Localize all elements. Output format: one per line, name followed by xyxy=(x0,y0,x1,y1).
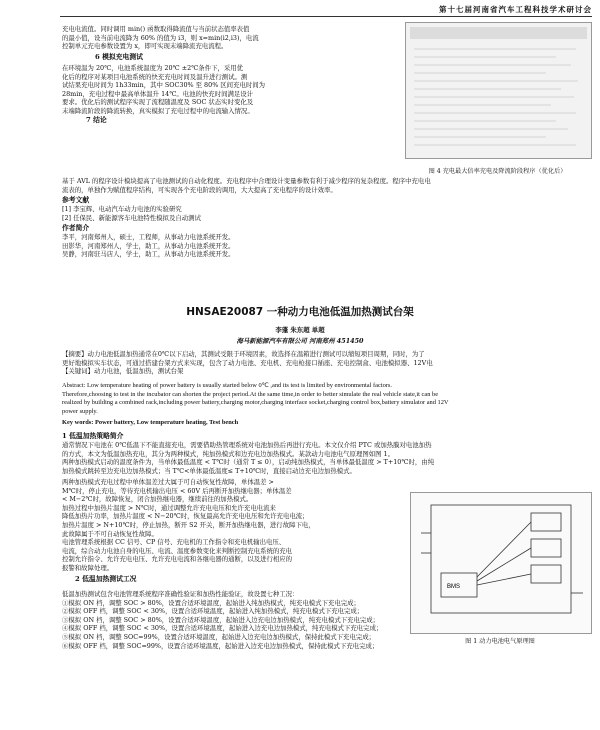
text-line: 流表的，单独作为赋值程序结构，可实现各个充电阶段的调用，大大提高了充电程序的设计效率。 xyxy=(62,185,337,194)
text-line: 报警和故障处理。 xyxy=(62,563,114,572)
text-line: 通常情况下电池在 0℃低温下不能直接充电，需要借助热管理系统对电池加热后再进行充电。本文仅介绍 PTC 或加热膜对电池加热 xyxy=(62,441,432,449)
text-line: 控制允许指令、允许充电电压、允许充电电流和各继电器的通断，以及进行相应的 xyxy=(62,555,293,564)
text-line: 在环境温为 20℃，电池系统温度为 20℃ ±2℃条件下，采用优 xyxy=(62,64,244,72)
header-rule xyxy=(60,16,592,17)
text-line: 加热片温度 > N+10℃时，停止加热，断开 S2 开关，断开加热继电器，进行故障下电， xyxy=(62,520,315,529)
text-line: 加热模式跳转至边充电边加热模式；当 T℃<单体最低温度≤ T+10℃时，直接启动边充电边加热模式。 xyxy=(62,466,356,475)
references-title: 参考文献 xyxy=(62,196,90,204)
text-line: 试结果充电时间为 1h33min，其中 SOC30% 至 80% 区间充电时间为 xyxy=(62,81,266,90)
text-line: 充电电流值。同时调用 min() 函数取得降流值与当前状态值率表值 xyxy=(62,25,250,33)
section-7-body xyxy=(62,177,592,194)
text-line: M℃时，停止充电，等待充电机输出电压 < 60V 后再断开加热继电器；单体温差 xyxy=(62,486,292,495)
abstract-cn xyxy=(62,350,592,376)
reference-item: [1] 李宝辉、电动汽车动力电池的实验研究 xyxy=(62,205,182,213)
text-line: 低温加热测试包含电池管理系统程序准确性验证和加热性能验证，故设置七种工况： xyxy=(62,590,299,598)
text-line: Abstract: Low temperature heating of power battery is usually started below 0℃ ,and its test is limited by environmental factors. xyxy=(62,382,392,389)
text-line: 更好地模拟实车状态，可通过搭建台架方式来实现，包含了动力电池、充电机、充电枪接口插座、充电控制盒、电池模拟器、12V电 xyxy=(62,358,433,367)
author-item: 李平，河南郑州人，硕士，工程师，从事动力电池系统开发。 xyxy=(62,233,235,241)
list-item: ①模拟 ON 档，调整 SOC > 80%，设置合适环境温度，起始进入纯加热模式，纯充电模式下充电完成； xyxy=(62,598,360,607)
section-1-title: 1 低温加热策略简介 xyxy=(62,432,124,440)
bms-label: BMS xyxy=(447,584,461,590)
text-line: 28min，充电过程中最高单体温升 14℃。电池的快充时间满足设计 xyxy=(62,89,254,98)
text-line: 电池管理系统根据 CC 信号、CP 信号、充电机的工作指令和充电机输出电压、 xyxy=(62,538,286,547)
text-line: realized by building a combined rack,including power battery,charging motor,charging interface socket,charging control box,battery simulator and 12V xyxy=(62,399,449,407)
text-line: 要求。优化后的测试程序实现了流程随温度及 SOC 状态实时变化及 xyxy=(62,98,254,107)
section-2-body xyxy=(62,590,592,650)
text-line: 末端降流阶段的降流转换，真实模拟了充电过程中的电流输入情况。 xyxy=(62,106,254,115)
section-2-title: 2 低温加热测试工况 xyxy=(75,575,137,583)
figure-4-caption: 图 4 充电最大倍率充电及降流阶段程序（优化后） xyxy=(428,168,567,175)
figure-1-caption: 图 1 动力电池电气原理图 xyxy=(465,638,535,645)
list-item: ⑤模拟 ON 档，调整 SOC=99%，设置合适环境温度，起始进入边充电边加热模式，保持此模式下充电完成； xyxy=(62,632,376,641)
text-line: 控制单元充电参数设置为 x，即可实现末端降流充电流程。 xyxy=(62,42,228,51)
section-1-intro xyxy=(62,441,592,475)
text-line: 基于 AVL 的程序设计模块提高了电池测试的自动化程度。充电程序中合理设计变量参数有利于减少程序的复杂程度。程序中充电电 xyxy=(62,177,431,185)
article-title: HNSAE20087 一种动力电池低温加热测试台架 xyxy=(186,306,414,318)
journal-header: 第十七届河南省汽车工程科技学术研讨会 xyxy=(439,5,592,14)
text-line: 【摘要】动力电池低温加热通常在0℃以下启动，其测试受限于环境因素，故选择在温箱进行测试可以缩短项目周期，同时，为了 xyxy=(62,350,425,358)
text-line: 两种加热模式充电过程中单体温差过大属于可自动恢复性故障，单体温差 > xyxy=(62,478,274,486)
text-line: 此故障属于不可自动恢复性故障。 xyxy=(62,529,158,538)
text-line: 的方式，本文为低温加热充电，其分为两种模式，纯加热模式和边充电边加热模式。某款动力电池电气原理图如图 1。 xyxy=(62,449,395,458)
abstract-en xyxy=(62,382,592,416)
keywords-cn: 【关键词】动力电池，低温加热，测试台架 xyxy=(62,367,184,376)
text-line: 化后的程序对某项目电池系统的快充充电时间及温升进行测试。测 xyxy=(62,72,248,81)
authors-title: 作者简介 xyxy=(62,224,90,232)
section-6-body xyxy=(62,64,392,116)
list-item: ④模拟 OFF 档，调整 SOC < 30%，设置合适环境温度，起始进入边充电边加热模式，纯充电模式下充电完成； xyxy=(62,624,383,633)
text-line: 降低加热片功率，加热片温度 < N−20℃时，恢复最高允许充电电压和允许充电电流； xyxy=(62,512,309,521)
prev-para1 xyxy=(62,25,392,51)
authors-list xyxy=(62,233,462,259)
article-affiliation: 海马新能源汽车有限公司 河南郑州 451450 xyxy=(236,337,364,345)
reference-item: [2] 任保民、新能源客车电池特性模拟及自动测试 xyxy=(62,213,201,222)
author-item: 吴静，河南驻马店人，学士，助工，从事动力电池系统开发。 xyxy=(62,250,235,259)
section-6-title: 6 模拟充电测试 xyxy=(95,53,143,61)
section-1-body xyxy=(62,478,397,573)
section-7-title: 7 结论 xyxy=(86,116,107,124)
text-line: < M−2℃时，故障恢复，闭合加热继电器，继续前往的加热模式。 xyxy=(62,495,253,504)
figure-4-program-screenshot xyxy=(405,22,592,159)
text-line: power supply. xyxy=(62,407,98,415)
list-item: ②模拟 OFF 档，调整 SOC < 30%，设置合适环境温度，起始进入纯加热模式，纯充电模式下充电完成； xyxy=(62,607,364,616)
list-item: ③模拟 ON 档，调整 SOC > 80%，设置合适环境温度，起始进入边充电边加热模式，纯充电模式下充电完成； xyxy=(62,615,380,624)
text-line: 电流，综合动力电池自身的电压、电流、温度参数变化来判断控制充电系统的充电 xyxy=(62,546,293,555)
references-list xyxy=(62,205,462,222)
article-authors: 李蓬 朱东超 单超 xyxy=(275,326,325,334)
text-line: Therefore,choosing to test in the incubator can shorten the project period.At the same time,in order to better simulate the real vehicle state,it can be xyxy=(62,390,439,398)
author-item: 田影华，河南郑州人，学士，助工，从事动力电池系统开发。 xyxy=(62,241,235,250)
list-item: ⑥模拟 OFF 档，调整 SOC=99%，设置合适环境温度，起始进入边充电边加热模式，保持此模式下充电完成； xyxy=(62,641,379,650)
text-line: 的最小值，设当前电流降为 60% 的值为 i3，则 x=min(i2,i3)，电流 xyxy=(62,33,259,42)
text-line: 两种加热模式启动的温度条件为，当单体最低温度 < T℃时（通常 T ≤ 0），启动纯加热模式，当单体最低温度 > T+10℃时，由纯 xyxy=(62,458,435,467)
keywords-en: Key words: Power battery, Low temperature heating, Test bench xyxy=(62,419,239,426)
text-line: 加热过程中加热片温度 > N℃时，通过调整允许充电电压和允许充电电流来 xyxy=(62,503,276,512)
figure-4-graphic xyxy=(406,23,591,158)
